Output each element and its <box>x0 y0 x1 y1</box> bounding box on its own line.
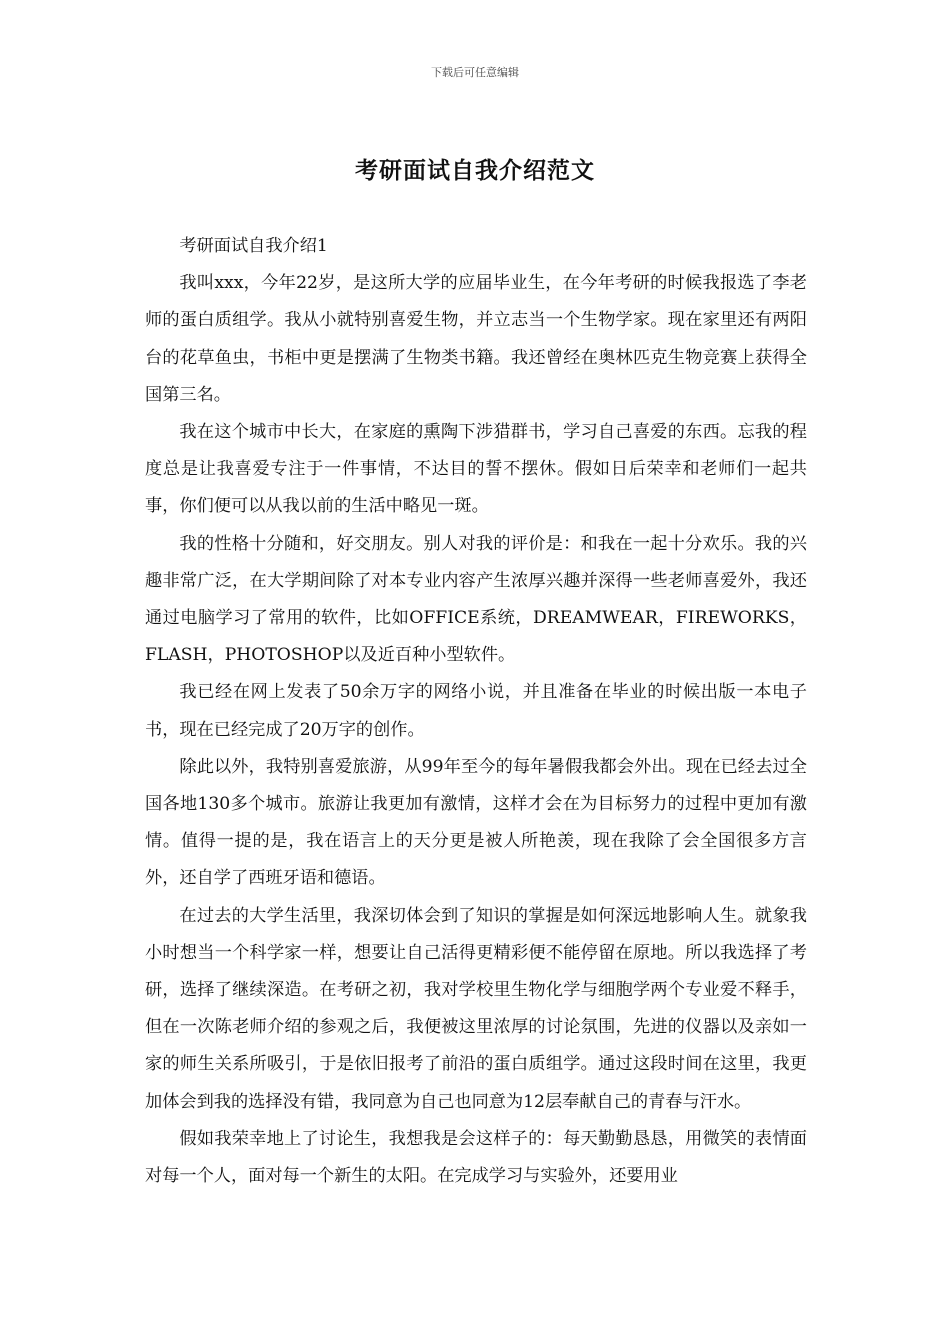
paragraph-3: 我的性格十分随和，好交朋友。别人对我的评价是：和我在一起十分欢乐。我的兴趣非常广泛，在大学期间除了对本专业内容产生浓厚兴趣并深得一些老师喜爱外，我还通过电脑学习了常用的软件，比如OFFICE系统，DREAMWEAR，FIREWORKS，FLASH，PHOTOSHOP以及近百种小型软件。 <box>145 533 807 666</box>
paragraph-1: 我叫xxx，今年22岁，是这所大学的应届毕业生，在今年考研的时候我报选了李老师的蛋白质组学。我从小就特别喜爱生物，并立志当一个生物学家。现在家里还有两阳台的花草鱼虫，书柜中更是摆满了生物类书籍。我还曾经在奥林匹克生物竞赛上获得全国第三名。 <box>145 273 807 405</box>
header-note: 下载后可任意编辑 <box>431 66 519 79</box>
section-subtitle: 考研面试自我介绍1 <box>179 236 328 256</box>
paragraph-6: 在过去的大学生活里，我深切体会到了知识的掌握是如何深远地影响人生。就象我小时想当一个科学家一样，想要让自己活得更精彩便不能停留在原地。所以我选择了考研，选择了继续深造。在考研之初，我对学校里生物化学与细胞学两个专业爱不释手，但在一次陈老师介绍的参观之后，我便被这里浓厚的讨论氛围，先进的仪器以及亲如一家的师生关系所吸引，于是依旧报考了前沿的蛋白质组学。通过这段时间在这里，我更加体会到我的选择没有错，我同意为自己也同意为12层奉献自己的青春与汗水。 <box>145 905 807 1112</box>
paragraph-2: 我在这个城市中长大，在家庭的熏陶下涉猎群书，学习自己喜爱的东西。忘我的程度总是让我喜爱专注于一件事情，不达目的誓不摆休。假如日后荣幸和老师们一起共事，你们便可以从我以前的生活中略见一斑。 <box>145 422 807 517</box>
document-body <box>145 228 807 1195</box>
paragraph-5: 除此以外，我特别喜爱旅游，从99年至今的每年暑假我都会外出。现在已经去过全国各地130多个城市。旅游让我更加有激情，这样才会在为目标努力的过程中更加有激情。值得一提的是，我在语言上的天分更是被人所艳羡，现在我除了会全国很多方言外，还自学了西班牙语和德语。 <box>145 756 807 889</box>
paragraph-7: 假如我荣幸地上了讨论生，我想我是会这样子的：每天勤勤恳恳，用微笑的表情面对每一个人，面对每一个新生的太阳。在完成学习与实验外，还要用业 <box>145 1128 807 1187</box>
paragraph-4: 我已经在网上发表了50余万字的网络小说，并且准备在毕业的时候出版一本电子书，现在已经完成了20万字的创作。 <box>145 682 807 740</box>
document-title: 考研面试自我介绍范文 <box>355 157 595 184</box>
